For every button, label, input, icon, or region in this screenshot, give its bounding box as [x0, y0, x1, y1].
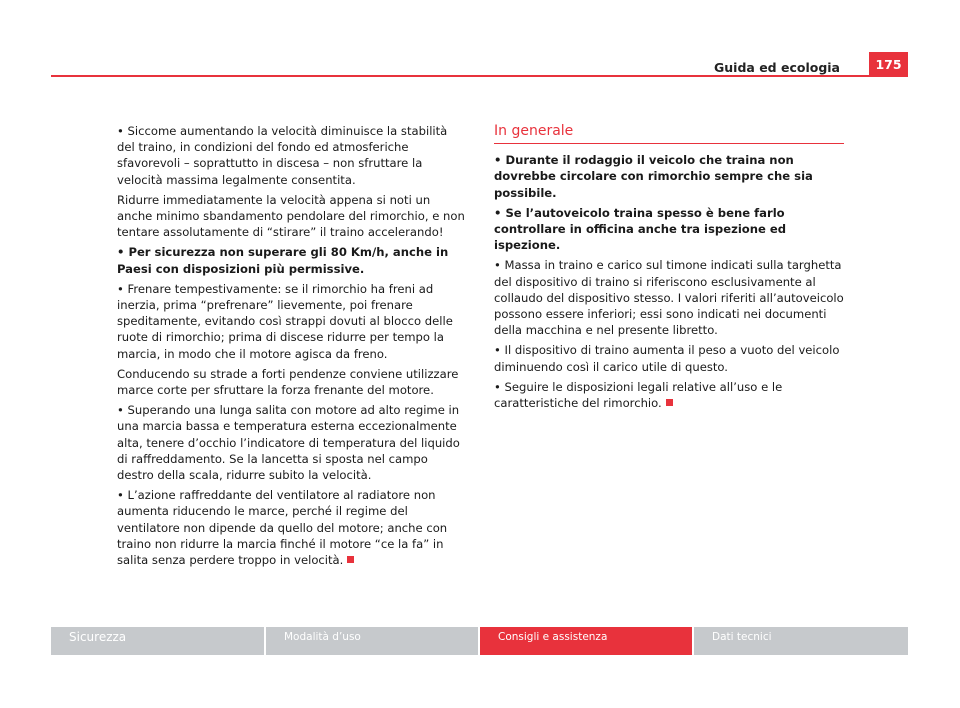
paragraph: Conducendo su strade a forti pendenze conviene utilizzare marce corte per sfruttare la forza frenante del motore.	[117, 366, 459, 398]
header-rule	[51, 75, 908, 77]
paragraph: • Frenare tempestivamente: se il rimorchio ha freni ad inerzia, prima “prefrenare” lievemente, poi frenare speditamente, evitando così strappi dovuti al blocco delle ruote di rimorchio; prima di discese ridurre per tempo la marcia, in modo che il motore agisca da freno.	[117, 281, 453, 361]
section-end-icon	[666, 399, 673, 406]
left-column	[117, 123, 467, 572]
footer-nav	[51, 627, 908, 655]
paragraph: Ridurre immediatamente la velocità appena si noti un anche minimo sbandamento pendolare del rimorchio, e non tentare assolutamente di “stirare” il traino accelerando!	[117, 192, 465, 240]
paragraph-bold: • Se l’autoveicolo traina spesso è bene farlo controllare in officina anche tra ispezione ed ispezione.	[494, 205, 787, 253]
paragraph-bold: • Durante il rodaggio il veicolo che traina non dovrebbe circolare con rimorchio sempre che sia possibile.	[494, 153, 813, 200]
paragraph-last	[117, 487, 467, 568]
section-end-icon	[347, 556, 354, 563]
nav-tab-consigli-assistenza[interactable]: Consigli e assistenza	[480, 627, 694, 655]
paragraph: • Siccome aumentando la velocità diminuisce la stabilità del traino, in condizioni del fondo ed atmosferiche sfavorevoli – soprattutto in discesa – non sfruttare la velocità massima legalmente consentita.	[117, 124, 448, 187]
paragraph-text: • Seguire le disposizioni legali relative all’uso e le caratteristiche del rimorchio.	[494, 379, 783, 411]
nav-tab-modalita-uso[interactable]: Modalità d’uso	[266, 627, 480, 655]
paragraph: • Superando una lunga salita con motore ad alto regime in una marcia bassa e temperatura esterna eccezionalmente alta, tenere d’occhio l’indicatore di temperatura del liquido di raffreddamento. Se la lancetta si sposta nel campo destro della scala, ridurre subito la velocità.	[117, 403, 460, 483]
header-title: Guida ed ecologia	[714, 60, 840, 75]
right-column	[494, 123, 844, 415]
paragraph-bold: • Per sicurezza non superare gli 80 Km/h, anche in Paesi con disposizioni più permissive.	[117, 245, 449, 276]
paragraph-text: • L’azione raffreddante del ventilatore al radiatore non aumenta riducendo le marce, perché il regime del ventilatore non dipende da quello del motore; anche con traino non ridurre la marcia finché il motore “ce la fa” in salita senza perdere troppo in velocità.	[117, 488, 448, 568]
paragraph: • Il dispositivo di traino aumenta il peso a vuoto del veicolo diminuendo così il carico utile di questo.	[494, 343, 840, 374]
page-number: 175	[869, 52, 908, 76]
section-heading: In generale	[494, 123, 844, 144]
paragraph-last	[494, 379, 844, 411]
nav-tab-sicurezza[interactable]: Sicurezza	[51, 627, 266, 655]
nav-tab-dati-tecnici[interactable]: Dati tecnici	[694, 627, 908, 655]
paragraph: • Massa in traino e carico sul timone indicati sulla targhetta del dispositivo di traino si riferiscono esclusivamente al collaudo del dispositivo stesso. I valori riferiti all’autoveicolo possono essere inferiori; essi sono indicati nei documenti della macchina e nel presente libretto.	[494, 258, 844, 338]
